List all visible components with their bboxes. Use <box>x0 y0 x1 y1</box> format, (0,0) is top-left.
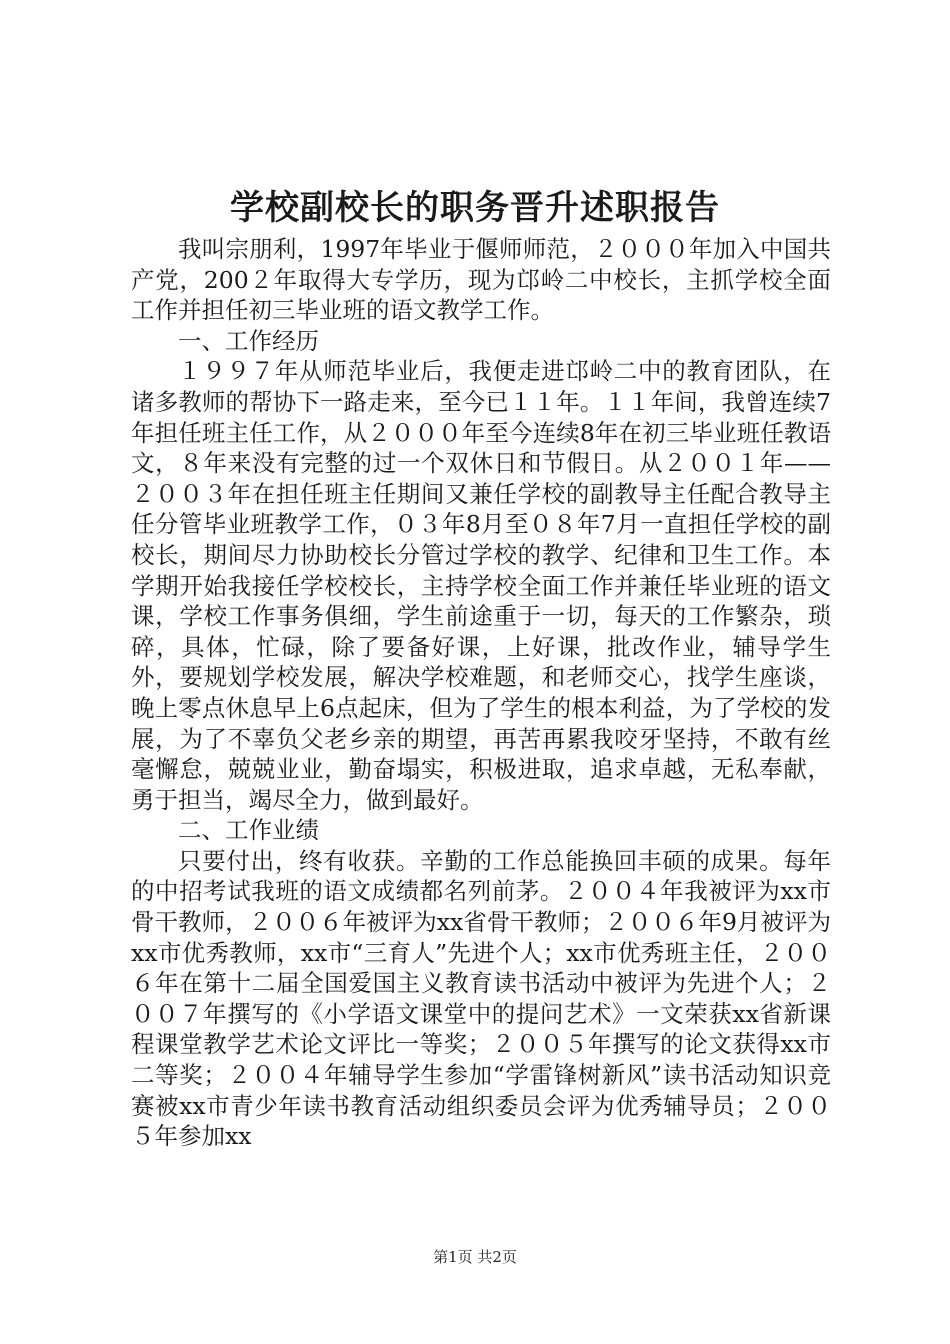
work-experience-paragraph: １９９７年从师范毕业后，我便走进邙岭二中的教育团队，在诸多教师的帮协下一路走来，至今已１１年。１１年间，我曾连续7年担任班主任工作，从２０００年至今连续8年在初三毕业班任教语文，８年来没有完整的过一个双休日和节假日。从２００１年——２００３年在担任班主任期间又兼任学校的副教导主任配合教导主任分管毕业班教学工作，０３年8月至０８年7月一直担任学校的副校长，期间尽力协助校长分管过学校的教学、纪律和卫生工作。本学期开始我接任学校校长，主持学校全面工作并兼任毕业班的语文课，学校工作事务俱细，学生前途重于一切，每天的工作繁杂，琐碎，具体，忙碌，除了要备好课，上好课，批改作业，辅导学生外，要规划学校发展，解决学校难题，和老师交心，找学生座谈，晚上零点休息早上6点起床，但为了学生的根本利益，为了学校的发展，为了不辜负父老乡亲的期望，再苦再累我咬牙坚持，不敢有丝毫懈怠，兢兢业业，勤奋塌实，积极进取，追求卓越，无私奉献，勇于担当，竭尽全力，做到最好。 <box>131 357 831 814</box>
page-number-footer: 第1页 共2页 <box>433 1248 517 1266</box>
achievements-paragraph: 只要付出，终有收获。辛勤的工作总能换回丰硕的成果。每年的中招考试我班的语文成绩都名列前茅。２００４年我被评为xx市骨干教师，２００６年被评为xx省骨干教师；２００６年9月被评为xx市优秀教师，xx市“三育人”先进个人；xx市优秀班主任，２００６年在第十二届全国爱国主义教育读书活动中被评为先进个人；２００７年撰写的《小学语文课堂中的提问艺术》一文荣获xx省新课程课堂教学艺术论文评比一等奖；２００５年撰写的论文获得xx市二等奖；２００４年辅导学生参加“学雷锋树新风”读书活动知识竞赛被xx市青少年读书教育活动组织委员会评为优秀辅导员；２００５年参加xx <box>131 846 831 1151</box>
intro-paragraph: 我叫宗朋利，1997年毕业于偃师师范，２０００年加入中国共产党，200２年取得大专学历，现为邙岭二中校长，主抓学校全面工作并担任初三毕业班的语文教学工作。 <box>131 235 831 325</box>
document-body <box>131 234 831 1152</box>
section-heading-achievements: 二、工作业绩 <box>178 816 319 845</box>
document-title: 学校副校长的职务晋升述职报告 <box>230 188 720 228</box>
section-heading-work-experience: 一、工作经历 <box>178 326 319 355</box>
